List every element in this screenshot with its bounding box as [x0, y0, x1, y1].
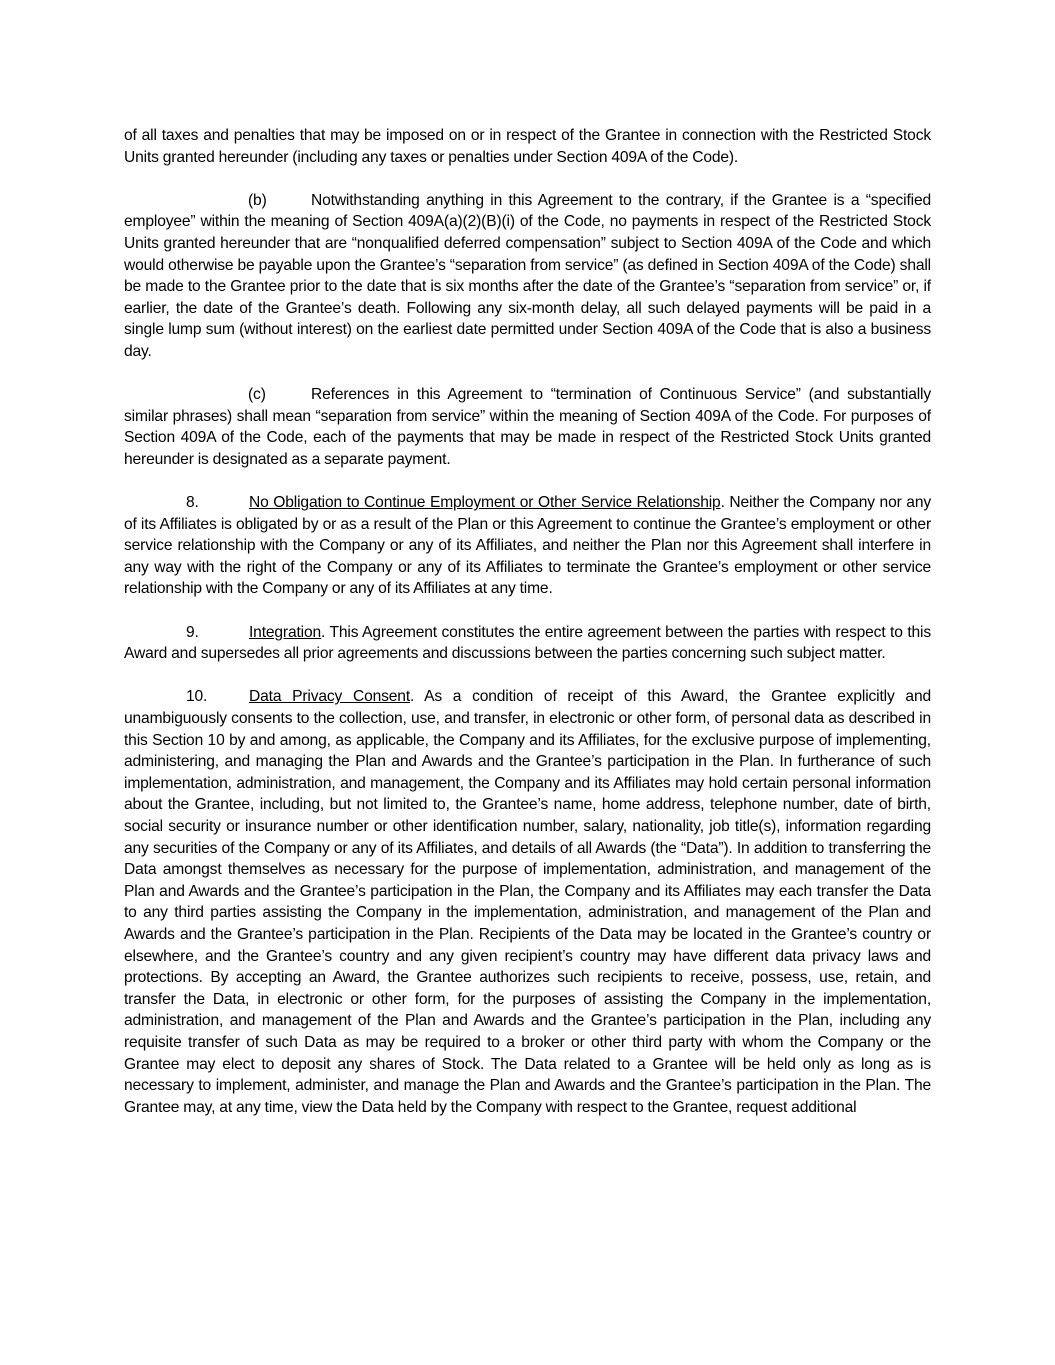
section-number: 9. — [186, 623, 199, 641]
document-page — [124, 125, 931, 1118]
paragraph-text: of all taxes and penalties that may be imposed on or in respect of the Grantee in connection with the Restricted Stock Units granted hereunder (including any taxes or penalties under Section 409A of the Code). — [124, 127, 931, 166]
paragraph-number: (b) — [248, 191, 267, 209]
paragraph-text: Notwithstanding anything in this Agreement to the contrary, if the Grantee is a “specified employee” within the meaning of Section 409A(a)(2)(B)(i) of the Code, no payments in respect of the Restricted Stock Units granted hereunder that are “nonqualified deferred compensation” subject to Section 409A of the Code and which would otherwise be payable upon the Grantee’s “separation from service” (as defined in Section 409A of the Code) shall be made to the Grantee prior to the date that is six months after the date of the Grantee’s “separation from service” or, if earlier, the date of the Grantee’s death. Following any six-month delay, all such delayed payments will be paid in a single lump sum (without interest) on the earliest date permitted under Section 409A of the Code that is also a business day. — [124, 191, 931, 360]
paragraph-continuation — [124, 125, 931, 168]
paragraph-7c — [124, 384, 931, 470]
paragraph-7b — [124, 190, 931, 363]
paragraph-number: (c) — [248, 386, 266, 404]
section-caption: Integration — [249, 623, 322, 641]
section-number: 10. — [186, 688, 208, 706]
section-number: 8. — [186, 494, 199, 512]
section-text: . Neither the Company nor any of its Affiliates is obligated by or as a result of the Plan or this Agreement to continue the Grantee’s employment or other service relationship with the Company or any of its Affiliates, and neither the Plan nor this Agreement shall interfere in any way with the right of the Company or any of its Affiliates to terminate the Grantee’s employment or other service relationship with the Company or any of its Affiliates at any time. — [124, 494, 931, 598]
section-text: . This Agreement constitutes the entire agreement between the parties with respect to this Award and supersedes all prior agreements and discussions between the parties concerning such subject matter. — [124, 623, 931, 663]
section-9 — [124, 622, 931, 665]
section-10 — [124, 686, 931, 1118]
section-caption: No Obligation to Continue Employment or Other Service Relationship — [249, 494, 721, 512]
section-caption: Data Privacy Consent — [249, 688, 410, 706]
paragraph-text: References in this Agreement to “termination of Continuous Service” (and substantially similar phrases) shall mean “separation from service” within the meaning of Section 409A of the Code. For purposes of Section 409A of the Code, each of the payments that may be made in respect of the Restricted Stock Units granted hereunder is designated as a separate payment. — [124, 386, 931, 468]
section-8 — [124, 492, 931, 600]
section-text: . As a condition of receipt of this Award, the Grantee explicitly and unambiguously consents to the collection, use, and transfer, in electronic or other form, of personal data as described in this Section 10 by and among, as applicable, the Company and its Affiliates, for the exclusive purpose of implementing, administering, and managing the Plan and Awards and the Grantee’s participation in the Plan. In furtherance of such implementation, administration, and management, the Company and its Affiliates may hold certain personal information about the Grantee, including, but not limited to, the Grantee’s name, home address, telephone number, date of birth, social security or insurance number or other identification number, salary, nationality, job title(s), information regarding any securities of the Company or any of its Affiliates, and details of all Awards (the “Data”). In addition to transferring the Data amongst themselves as necessary for the purpose of implementation, administration, and management of the Plan and Awards and the Grantee’s participation in the Plan, the Company and its Affiliates may each transfer the Data to any third parties assisting the Company in the implementation, administration, and management of the Plan and Awards and the Grantee’s participation in the Plan. Recipients of the Data may be located in the Grantee’s country or elsewhere, and the Grantee’s country and any given recipient’s country may have different data privacy laws and protections. By accepting an Award, the Grantee authorizes such recipients to receive, possess, use, retain, and transfer the Data, in electronic or other form, for the purposes of assisting the Company in the implementation, administration, and management of the Plan and Awards and the Grantee’s participation in the Plan, including any requisite transfer of such Data as may be required to a broker or other third party with whom the Company or the Grantee may elect to deposit any shares of Stock. The Data related to a Grantee will be held only as long as is necessary to implement, administer, and manage the Plan and Awards and the Grantee’s participation in the Plan. The Grantee may, at any time, view the Data held by the Company with respect to the Grantee, request additional — [124, 688, 931, 1116]
